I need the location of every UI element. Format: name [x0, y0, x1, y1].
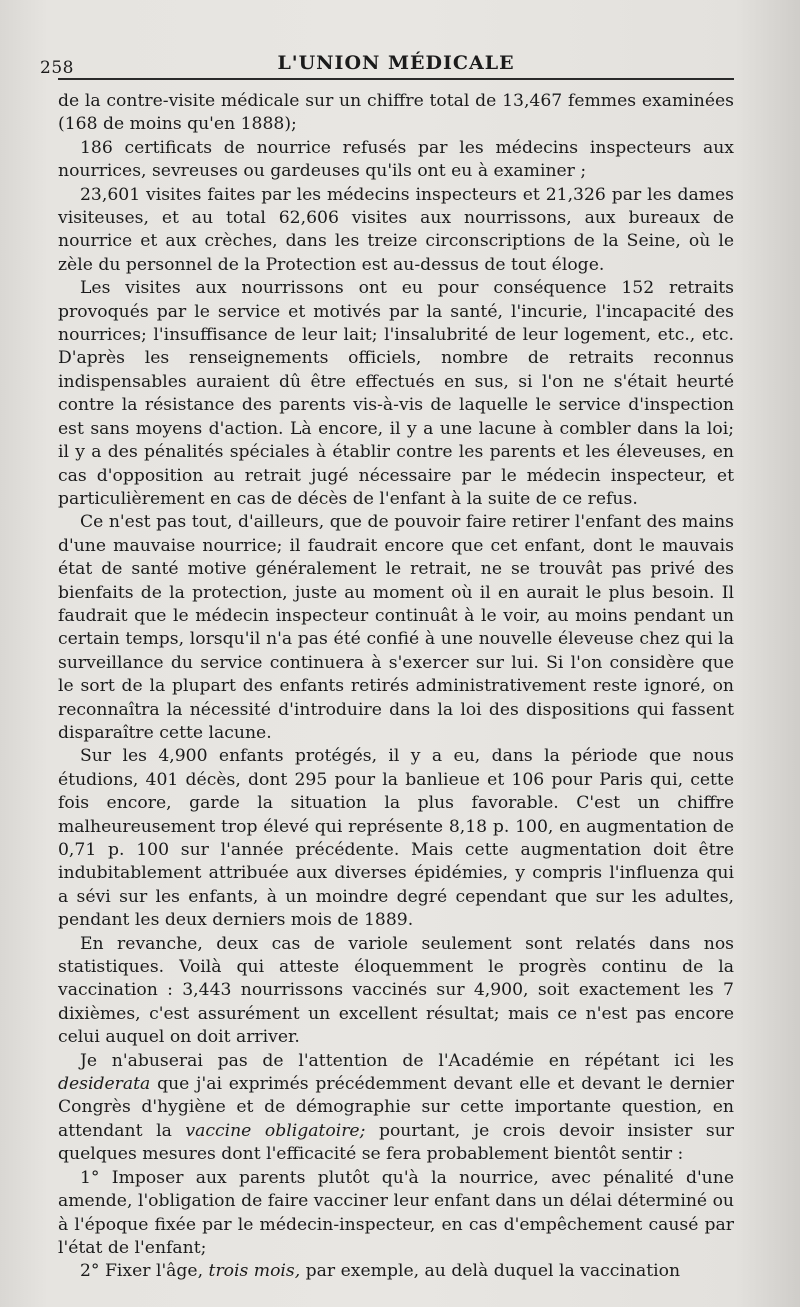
italic-text: desiderata — [58, 1074, 151, 1095]
italic-text: vaccine obligatoire; — [185, 1120, 366, 1141]
text-segment: 1° Imposer aux parents plutôt qu'à la nourrice, avec pénalité d'une amende, l'obligation de faire vacciner leur enfant dans un délai déterminé ou à l'époque fixée par le médecin-inspecteur, en cas d'empêchement causé par l'état de l'enfant; — [58, 1167, 734, 1258]
paragraph-p10 — [58, 1260, 734, 1283]
text-segment: par exemple, au delà duquel la vaccination — [300, 1261, 681, 1282]
paragraph-p1 — [58, 90, 734, 137]
journal-title: L'UNION MÉDICALE — [277, 52, 515, 74]
paragraph-p8 — [58, 1050, 734, 1167]
text-segment: Je n'abuserai pas de l'attention de l'Académie en répétant ici les — [80, 1050, 734, 1071]
text-segment: que j'ai exprimés précédemment devant elle et devant le dernier Congrès d'hygiène et de démographie sur cette importante question, en attendant la — [58, 1074, 734, 1141]
running-head — [40, 52, 734, 80]
text-segment: Sur les 4,900 enfants protégés, il y a eu, dans la période que nous étudions, 401 décès, dont 295 pour la banlieue et 106 pour Paris qui, cette fois encore, garde la situation la plus favorable. C'est un chiffre malheureusement trop élevé qui représente 8,18 p. 100, en augmentation de 0,71 p. 100 sur l'année précédente. Mais cette augmentation doit être indubitablement attribuée aux diverses épidémies, y compris l'influenza qui a sévi sur les enfants, à un moindre degré cependant que sur les adultes, pendant les deux derniers mois de 1889. — [58, 746, 734, 931]
paragraph-p6 — [58, 745, 734, 932]
text-segment: 23,601 visites faites par les médecins inspecteurs et 21,326 par les dames visiteuses, et au total 62,606 visites aux nourrissons, aux bureaux de nourrice et aux crèches, dans les treize circonscriptions de la Seine, où le zèle du personnel de la Protection est au-dessus de tout éloge. — [58, 184, 734, 275]
paragraph-p4 — [58, 277, 734, 511]
text-segment: Les visites aux nourrissons ont eu pour conséquence 152 retraits provoqués par le service et motivés par la santé, l'incurie, l'incapacité des nourrices; l'insuffisance de leur lait; l'insalubrité de leur logement, etc., etc. D'après les renseignements officiels, nombre de retraits reconnus indispensables auraient dû être effectués en sus, si l'on ne s'était heurté contre la résistance des parents vis-à-vis de laquelle le service d'inspection est sans moyens d'action. Là encore, il y a une lacune à combler dans la loi; il y a des pénalités spéciales à établir contre les parents et les éleveuses, en cas d'opposition au retrait jugé nécessaire par le médecin inspecteur, et particulièrement en cas de décès de l'enfant à la suite de ce refus. — [58, 278, 734, 509]
paragraph-p9 — [58, 1167, 734, 1261]
text-segment: 186 certificats de nourrice refusés par les médecins inspecteurs aux nourrices, sevreuses ou gardeuses qu'ils ont eu à examiner ; — [58, 137, 734, 182]
text-segment: Ce n'est pas tout, d'ailleurs, que de pouvoir faire retirer l'enfant des mains d'une mauvaise nourrice; il faudrait encore que cet enfant, dont le mauvais état de santé motive généralement le retrait, ne se trouvât pas privé des bienfaits de la protection, juste au moment où il en aurait le plus besoin. Il faudrait que le médecin inspecteur continuât à le voir, au moins pendant un certain temps, lorsqu'il n'a pas été confié à une nouvelle éleveuse chez qui la surveillance du service continuera à s'exercer sur lui. Si l'on considère que le sort de la plupart des enfants retirés administrativement reste ignoré, on reconnaîtra la nécessité d'introduire dans la loi des dispositions qui fassent disparaître cette lacune. — [58, 512, 734, 743]
text-segment: 2° Fixer l'âge, — [80, 1261, 209, 1282]
text-segment: pourtant, je crois devoir insister sur quelques mesures dont l'efficacité se fera probablement bientôt sentir : — [58, 1120, 734, 1165]
article-body — [58, 90, 734, 1284]
page-number: 258 — [40, 58, 74, 78]
text-segment: de la contre-visite médicale sur un chiffre total de 13,467 femmes examinées (168 de moins qu'en 1888); — [58, 91, 734, 135]
paragraph-p5 — [58, 511, 734, 745]
italic-text: trois mois, — [208, 1261, 301, 1282]
paragraph-p7 — [58, 933, 734, 1050]
paragraph-p3 — [58, 184, 734, 278]
text-segment: En revanche, deux cas de variole seulement sont relatés dans nos statistiques. Voilà qui atteste éloquemment le progrès continu de la vaccination : 3,443 nourrissons vaccinés sur 4,900, soit exactement les 7 dixièmes, c'est assurément un excellent résultat; mais ce n'est pas encore celui auquel on doit arriver. — [58, 933, 734, 1048]
paragraph-p2 — [58, 137, 734, 184]
